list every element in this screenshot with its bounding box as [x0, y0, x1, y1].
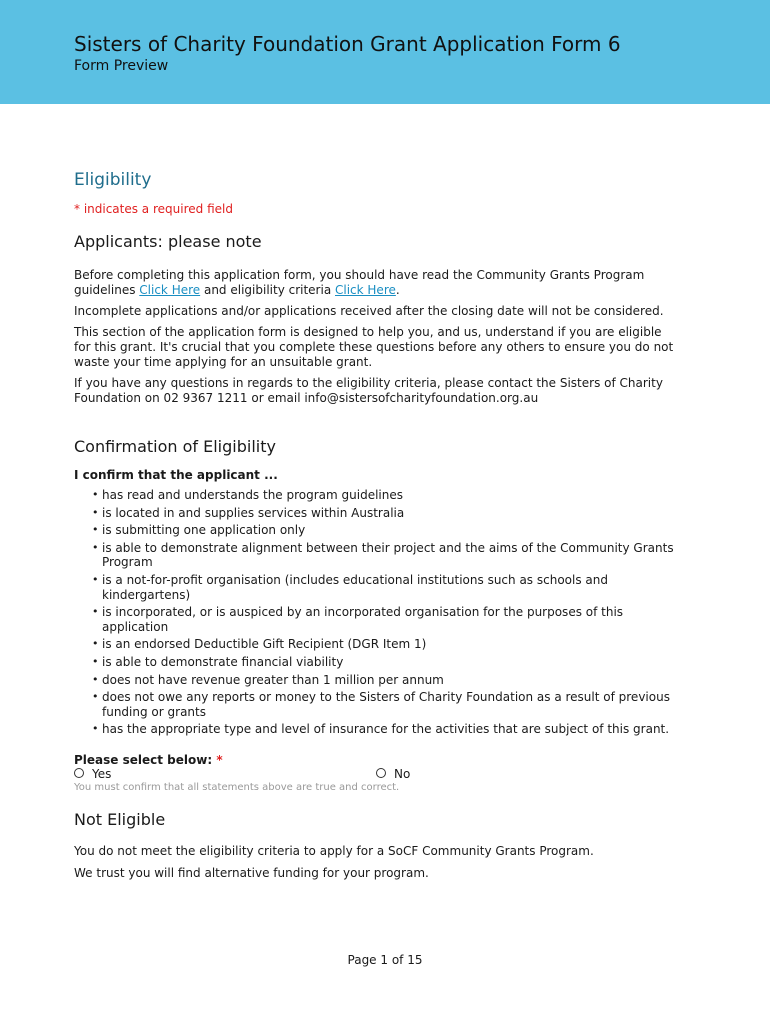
help-text: You must confirm that all statements above are true and correct. — [74, 781, 400, 793]
select-label: Please select below: * — [74, 752, 223, 767]
list-item: • is a not-for-profit organisation (includes educational institutions such as schools and kindergartens) — [92, 572, 608, 602]
bullet-icon: • — [92, 637, 99, 651]
eligibility-radio-group — [74, 767, 674, 782]
list-item: • is an endorsed Deductible Gift Recipient (DGR Item 1) — [92, 637, 427, 652]
list-item: • does not owe any reports or money to the Sisters of Charity Foundation as a result of previous funding or grants — [92, 690, 670, 719]
bullet-icon: • — [92, 572, 99, 586]
radio-yes[interactable]: Yes — [74, 767, 111, 781]
applicants-paragraph-1: Before completing this application form, you should have read the Community Grants Program guidelines Click Here and eligibility criteria Click Here. — [74, 268, 645, 297]
applicants-paragraph-2: Incomplete applications and/or applications received after the closing date will not be considered. — [74, 304, 664, 318]
page-number: Page 1 of 15 — [347, 953, 423, 967]
form-header — [0, 0, 770, 104]
bullet-icon: • — [92, 605, 99, 619]
bullet-icon: • — [92, 722, 99, 736]
form-subtitle: Form Preview — [74, 58, 169, 74]
eligibility-criteria-link[interactable]: Click Here — [335, 283, 396, 297]
applicants-paragraph-4: If you have any questions in regards to the eligibility criteria, please contact the Sisters of Charity Foundation on 02 9367 1211 or email info@sistersofcharityfoundation.org.au — [74, 376, 663, 405]
list-item: • does not have revenue greater than 1 million per annum — [92, 672, 444, 687]
list-item: • is able to demonstrate alignment between their project and the aims of the Community Grants Program — [92, 540, 674, 570]
not-eligible-paragraph-2: We trust you will find alternative funding for your program. — [74, 865, 429, 880]
section-title-eligibility: Eligibility — [74, 170, 152, 190]
bullet-icon: • — [92, 540, 99, 554]
bullet-icon: • — [92, 672, 99, 686]
not-eligible-paragraph-1: You do not meet the eligibility criteria to apply for a SoCF Community Grants Program. — [74, 843, 594, 858]
form-content — [74, 170, 674, 881]
bullet-icon: • — [92, 690, 99, 704]
radio-no[interactable]: No — [376, 767, 410, 781]
bullet-icon: • — [92, 523, 99, 537]
bullet-icon: • — [92, 654, 99, 668]
not-eligible-heading: Not Eligible — [74, 809, 166, 829]
required-star: * — [216, 752, 223, 767]
radio-circle-icon[interactable] — [74, 768, 84, 778]
required-field-note: * indicates a required field — [74, 202, 233, 216]
confirmation-heading: Confirmation of Eligibility — [74, 437, 276, 456]
applicants-heading: Applicants: please note — [74, 232, 262, 251]
list-item: • is located in and supplies services within Australia — [92, 505, 405, 520]
list-item: • has the appropriate type and level of insurance for the activities that are subject of this grant. — [92, 722, 670, 737]
confirmation-intro: I confirm that the applicant ... — [74, 468, 278, 482]
eligibility-criteria-list — [74, 488, 674, 737]
bullet-icon: • — [92, 488, 99, 501]
bullet-icon: • — [92, 505, 99, 519]
applicants-paragraph-3: This section of the application form is designed to help you, and us, understand if you are eligible for this grant. It's crucial that you complete these questions before any others to ensure you do not waste your time applying for an unsuitable grant. — [74, 325, 674, 369]
list-item: • has read and understands the program guidelines — [92, 488, 404, 502]
list-item: • is able to demonstrate financial viability — [92, 654, 344, 669]
radio-circle-icon[interactable] — [376, 768, 386, 778]
list-item: • is submitting one application only — [92, 523, 306, 538]
guidelines-link[interactable]: Click Here — [139, 283, 201, 297]
form-title: Sisters of Charity Foundation Grant Application Form 6 — [74, 32, 621, 56]
list-item: • is incorporated, or is auspiced by an incorporated organisation for the purposes of this application — [92, 605, 624, 634]
